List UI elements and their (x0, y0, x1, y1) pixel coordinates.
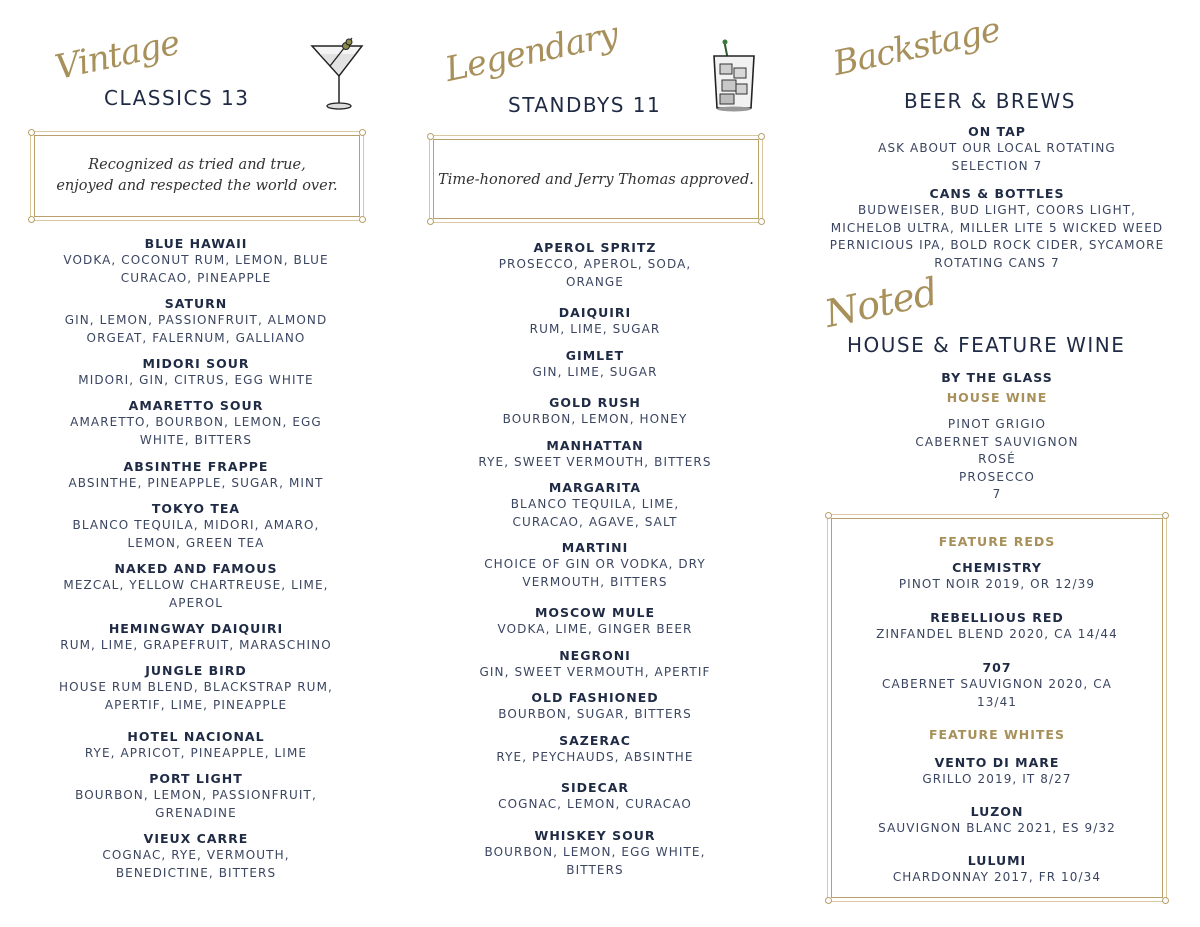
section-title: STANDBYS 11 (508, 93, 662, 117)
intro-line-1: Recognized as tried and true, (88, 157, 306, 173)
wine-details: SAUVIGNON BLANC 2021, ES 9/32 (878, 821, 1116, 835)
intro-line-2: enjoyed and respected the world over. (56, 178, 338, 194)
beer-category-desc: ASK ABOUT OUR LOCAL ROTATING SELECTION 7 (878, 141, 1116, 173)
list-item (30, 728, 362, 763)
beer-category-desc: BUDWEISER, BUD LIGHT, COORS LIGHT, MICHELOB ULTRA, MILLER LITE 5 WICKED WEED PERNICIOUS IPA, BOLD ROCK CIDER, SYCAMORE ROTATING CANS 7 (829, 203, 1165, 270)
intro-box (433, 139, 759, 219)
cocktail-ingredients: AMARETTO, BOURBON, LEMON, EGG WHITE, BITTERS (70, 415, 322, 447)
list-item (30, 830, 362, 882)
list-item: CABERNET SAUVIGNON (915, 434, 1079, 449)
cocktail-name: SAZERAC (559, 733, 631, 748)
list-item (30, 355, 362, 390)
martini-glass-icon (308, 36, 368, 114)
cocktail-name: TOKYO TEA (151, 501, 241, 516)
wine-name: LULUMI (967, 853, 1027, 868)
section-title: CLASSICS 13 (104, 86, 250, 110)
cocktail-ingredients: COGNAC, RYE, VERMOUTH, BENEDICTINE, BITTERS (102, 848, 290, 880)
list-item (30, 620, 362, 655)
list-item (430, 647, 760, 682)
cocktail-ingredients: GIN, SWEET VERMOUTH, APERTIF (479, 665, 711, 679)
list-item (430, 539, 760, 591)
cocktail-name: MANHATTAN (546, 438, 644, 453)
feature-whites-heading: FEATURE WHITES (929, 727, 1065, 742)
cocktail-ingredients: VODKA, LIME, GINGER BEER (497, 622, 693, 636)
cocktail-ingredients: BOURBON, LEMON, HONEY (502, 412, 688, 426)
cocktail-ingredients: BOURBON, LEMON, PASSIONFRUIT, GRENADINE (75, 788, 317, 820)
wine-item (832, 559, 1162, 594)
cocktail-name: MARGARITA (548, 480, 642, 495)
wine-item (832, 754, 1162, 789)
list-item (430, 394, 760, 429)
intro-box (34, 135, 360, 217)
cocktail-name: WHISKEY SOUR (534, 828, 656, 843)
cocktail-ingredients: PROSECCO, APEROL, SODA, ORANGE (498, 257, 692, 289)
cocktail-ingredients: RYE, PEYCHAUDS, ABSINTHE (496, 750, 694, 764)
by-the-glass-label (828, 369, 1166, 386)
wine-item (832, 852, 1162, 887)
house-wine-price: 7 (992, 487, 1002, 501)
cocktail-name: GOLD RUSH (549, 395, 641, 410)
cocktail-ingredients: MIDORI, GIN, CITRUS, EGG WHITE (78, 373, 314, 387)
section-script-heading: Noted (820, 269, 941, 336)
section-script-heading: Vintage (51, 22, 183, 89)
wine-details: GRILLO 2019, IT 8/27 (922, 772, 1072, 786)
cocktail-name: MOSCOW MULE (534, 605, 656, 620)
wine-item (832, 803, 1162, 838)
cocktail-ingredients: BLANCO TEQUILA, MIDORI, AMARO, LEMON, GREEN TEA (72, 518, 320, 550)
cocktail-name: PORT LIGHT (149, 771, 243, 786)
feature-reds-heading: FEATURE REDS (938, 534, 1056, 549)
cocktail-name: NEGRONI (559, 648, 631, 663)
wine-details: CABERNET SAUVIGNON 2020, CA 13/41 (882, 677, 1112, 709)
list-item: PROSECCO (958, 469, 1036, 484)
cocktail-name: GIMLET (565, 348, 625, 363)
cocktail-name: NAKED AND FAMOUS (114, 561, 278, 576)
cocktail-ingredients: HOUSE RUM BLEND, BLACKSTRAP RUM, APERTIF, LIME, PINEAPPLE (59, 680, 333, 712)
cocktail-ingredients: CHOICE OF GIN OR VODKA, DRY VERMOUTH, BITTERS (484, 557, 706, 589)
wine-name: REBELLIOUS RED (930, 610, 1064, 625)
list-item (430, 689, 760, 724)
list-item (430, 479, 760, 531)
cocktail-ingredients: RYE, SWEET VERMOUTH, BITTERS (478, 455, 712, 469)
list-item (30, 500, 362, 552)
beer-category-name: CANS & BOTTLES (929, 186, 1065, 201)
wine-item (832, 659, 1162, 711)
list-item (430, 779, 760, 814)
wine-name: CHEMISTRY (952, 560, 1042, 575)
list-item (430, 304, 760, 339)
cocktail-name: MIDORI SOUR (142, 356, 250, 371)
list-item (30, 235, 362, 287)
wine-name: LUZON (970, 804, 1024, 819)
list-item (430, 347, 760, 382)
cocktail-ingredients: RUM, LIME, SUGAR (529, 322, 661, 336)
cocktail-name: AMARETTO SOUR (128, 398, 264, 413)
beer-category-name: ON TAP (968, 124, 1026, 139)
cocktail-ingredients: RUM, LIME, GRAPEFRUIT, MARASCHINO (60, 638, 332, 652)
list-item (30, 295, 362, 347)
list-item (30, 458, 362, 493)
cocktail-name: ABSINTHE FRAPPE (123, 459, 269, 474)
cocktail-name: HEMINGWAY DAIQUIRI (108, 621, 284, 636)
section-script-heading: Legendary (441, 14, 622, 91)
list-item (430, 604, 760, 639)
wine-item (832, 609, 1162, 644)
cocktail-name: DAIQUIRI (558, 305, 632, 320)
list-item (430, 827, 760, 879)
wine-details: ZINFANDEL BLEND 2020, CA 14/44 (876, 627, 1118, 641)
cocktail-name: SIDECAR (560, 780, 630, 795)
wine-name: 707 (982, 660, 1012, 675)
cocktail-name: BLUE HAWAII (144, 236, 248, 251)
cocktail-ingredients: BLANCO TEQUILA, LIME, CURACAO, AGAVE, SALT (510, 497, 680, 529)
cocktail-ingredients: VODKA, COCONUT RUM, LEMON, BLUE CURACAO, PINEAPPLE (63, 253, 329, 285)
list-item (430, 437, 760, 472)
cocktail-ingredients: GIN, LIME, SUGAR (532, 365, 658, 379)
list-item (430, 732, 760, 767)
rocks-glass-icon (708, 38, 760, 114)
house-wine-heading: HOUSE WINE (946, 390, 1048, 405)
section-title: HOUSE & FEATURE WINE (847, 333, 1126, 357)
cocktail-name: OLD FASHIONED (531, 690, 659, 705)
list-item (30, 770, 362, 822)
cocktail-ingredients: GIN, LEMON, PASSIONFRUIT, ALMOND ORGEAT, FALERNUM, GALLIANO (64, 313, 328, 345)
feature-wine-box (831, 518, 1163, 898)
intro-text: Time-honored and Jerry Thomas approved. (438, 172, 754, 188)
cocktail-ingredients: BOURBON, LEMON, EGG WHITE, BITTERS (484, 845, 706, 877)
wine-details: PINOT NOIR 2019, OR 12/39 (898, 577, 1096, 591)
cocktail-ingredients: BOURBON, SUGAR, BITTERS (498, 707, 692, 721)
cocktail-name: JUNGLE BIRD (145, 663, 247, 678)
cocktail-ingredients: ABSINTHE, PINEAPPLE, SUGAR, MINT (68, 476, 324, 490)
wine-details: CHARDONNAY 2017, FR 10/34 (892, 870, 1102, 884)
list-item (30, 560, 362, 612)
list-item (430, 239, 760, 291)
cocktail-ingredients: COGNAC, LEMON, CURACAO (498, 797, 692, 811)
list-item (30, 397, 362, 449)
list-item (30, 662, 362, 714)
list-item: PINOT GRIGIO (947, 417, 1047, 431)
section-title: BEER & BREWS (904, 89, 1076, 113)
list-item: ROSÉ (978, 452, 1016, 466)
by-the-glass-text: BY THE GLASS (941, 370, 1053, 385)
cocktail-ingredients: RYE, APRICOT, PINEAPPLE, LIME (84, 746, 308, 760)
on-tap-item (828, 123, 1166, 175)
cocktail-name: VIEUX CARRE (143, 831, 249, 846)
house-wine-list (828, 416, 1166, 504)
cocktail-name: SATURN (164, 296, 228, 311)
cans-bottles-item (828, 185, 1166, 272)
wine-name: VENTO DI MARE (934, 755, 1060, 770)
cocktail-name: APEROL SPRITZ (533, 240, 657, 255)
cocktail-name: MARTINI (561, 540, 629, 555)
cocktail-name: HOTEL NACIONAL (127, 729, 265, 744)
section-script-heading: Backstage (829, 9, 1004, 84)
cocktail-ingredients: MEZCAL, YELLOW CHARTREUSE, LIME, APEROL (63, 578, 329, 610)
